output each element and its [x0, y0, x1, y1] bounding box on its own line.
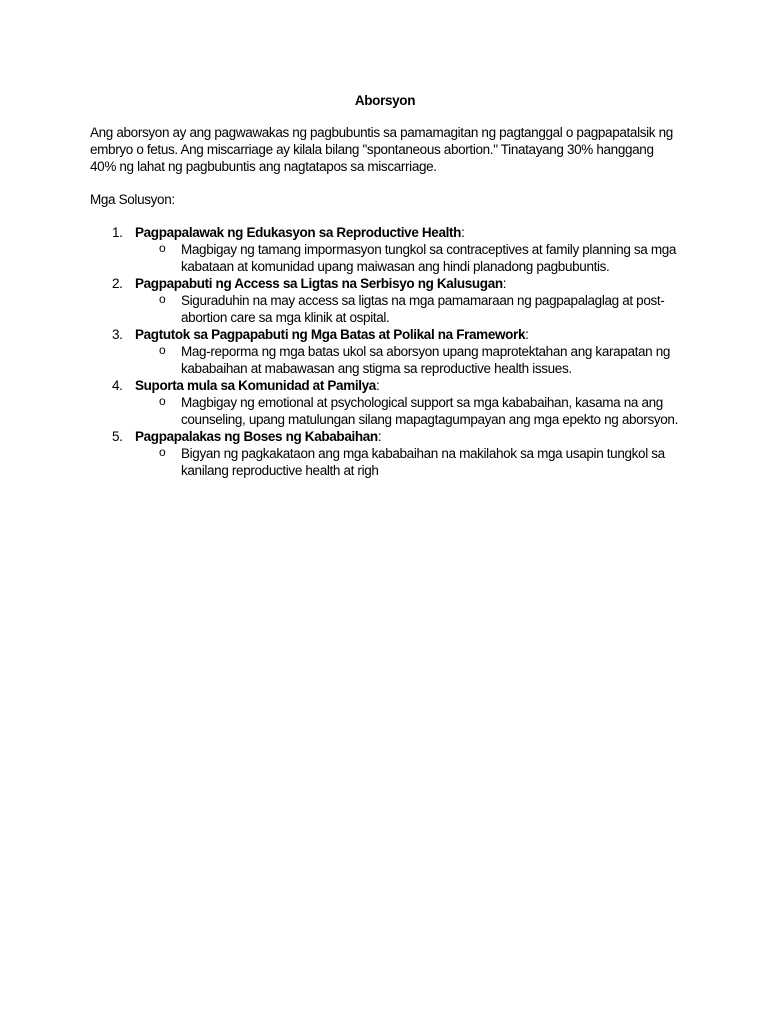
solution-detail: Mag-reporma ng mga batas ukol sa aborsyon upang maprotektahan ang karapatan ng kababaihan at mabawasan ang stigma sa reproductive health issues. [181, 344, 671, 376]
solution-number: 5. [112, 429, 123, 444]
solution-item [90, 326, 680, 377]
solution-detail: Magbigay ng tamang impormasyon tungkol sa contraceptives at family planning sa mga kabataan at komunidad upang maiwasan ang hindi planadong pagbubuntis. [181, 242, 677, 274]
solution-detail-list [135, 292, 680, 326]
solution-detail-item [135, 445, 680, 479]
solution-detail-list [135, 241, 680, 275]
solution-title-suffix: : [525, 327, 529, 342]
bullet-icon: o [159, 292, 166, 306]
bullet-icon: o [159, 394, 166, 408]
solution-heading [135, 377, 680, 394]
solution-detail-list [135, 343, 680, 377]
solutions-heading: Mga Solusyon: [90, 192, 175, 207]
solution-heading [135, 224, 680, 241]
solution-title-suffix: : [377, 429, 382, 444]
solution-item [90, 275, 680, 326]
solution-item [90, 428, 680, 479]
solution-title: Suporta mula sa Komunidad at Pamilya [135, 378, 376, 393]
solution-detail: Magbigay ng emotional at psychological support sa mga kababaihan, kasama na ang counseling, upang matulungan silang mapagtagumpayan ang mga epekto ng aborsyon. [181, 395, 678, 427]
solution-title: Pagpapabuti ng Access sa Ligtas na Serbisyo ng Kalusugan [135, 276, 503, 291]
solution-title: Pagtutok sa Pagpapabuti ng Mga Batas at Polikal na Framework [135, 327, 526, 342]
solution-detail-item [135, 343, 680, 377]
solution-heading [135, 428, 680, 445]
solution-detail-item [135, 241, 680, 275]
bullet-icon: o [159, 445, 166, 459]
solution-number: 3. [112, 327, 123, 342]
solution-detail: Bigyan ng pagkakataon ang mga kababaihan na makilahok sa mga usapin tungkol sa kanilang reproductive health at righ [181, 446, 665, 478]
solution-detail: Siguraduhin na may access sa ligtas na mga pamamaraan ng pagpapalaglag at post-abortion care sa mga klinik at ospital. [181, 293, 665, 325]
solution-detail-item [135, 292, 680, 326]
solution-title-suffix: : [502, 276, 507, 291]
solution-detail-item [135, 394, 680, 428]
solution-title-suffix: : [461, 225, 465, 240]
intro-paragraph: Ang aborsyon ay ang pagwawakas ng pagbubuntis sa pamamagitan ng pagtanggal o pagpapatalsik ng embryo o fetus. Ang miscarriage ay kilala bilang "spontaneous abortion." Tinatayang 30% hanggang 40% ng lahat ng pagbubuntis ang nagtatapos sa miscarriage. [90, 125, 673, 174]
solution-item [90, 377, 680, 428]
solution-title: Pagpapalakas ng Boses ng Kababaihan [135, 429, 378, 444]
solution-heading [135, 326, 680, 343]
solution-title-suffix: : [375, 378, 380, 393]
solution-heading [135, 275, 680, 292]
solution-number: 1. [112, 225, 123, 240]
document-page [90, 92, 680, 479]
bullet-icon: o [159, 241, 166, 255]
solution-title: Pagpapalawak ng Edukasyon sa Reproductive Health [135, 225, 462, 240]
bullet-icon: o [159, 343, 166, 357]
solution-detail-list [135, 445, 680, 479]
solution-item [90, 224, 680, 275]
document-title: Aborsyon [354, 93, 416, 108]
solution-number: 2. [112, 276, 123, 291]
solution-detail-list [135, 394, 680, 428]
solution-number: 4. [112, 378, 123, 393]
solutions-list [90, 224, 680, 479]
